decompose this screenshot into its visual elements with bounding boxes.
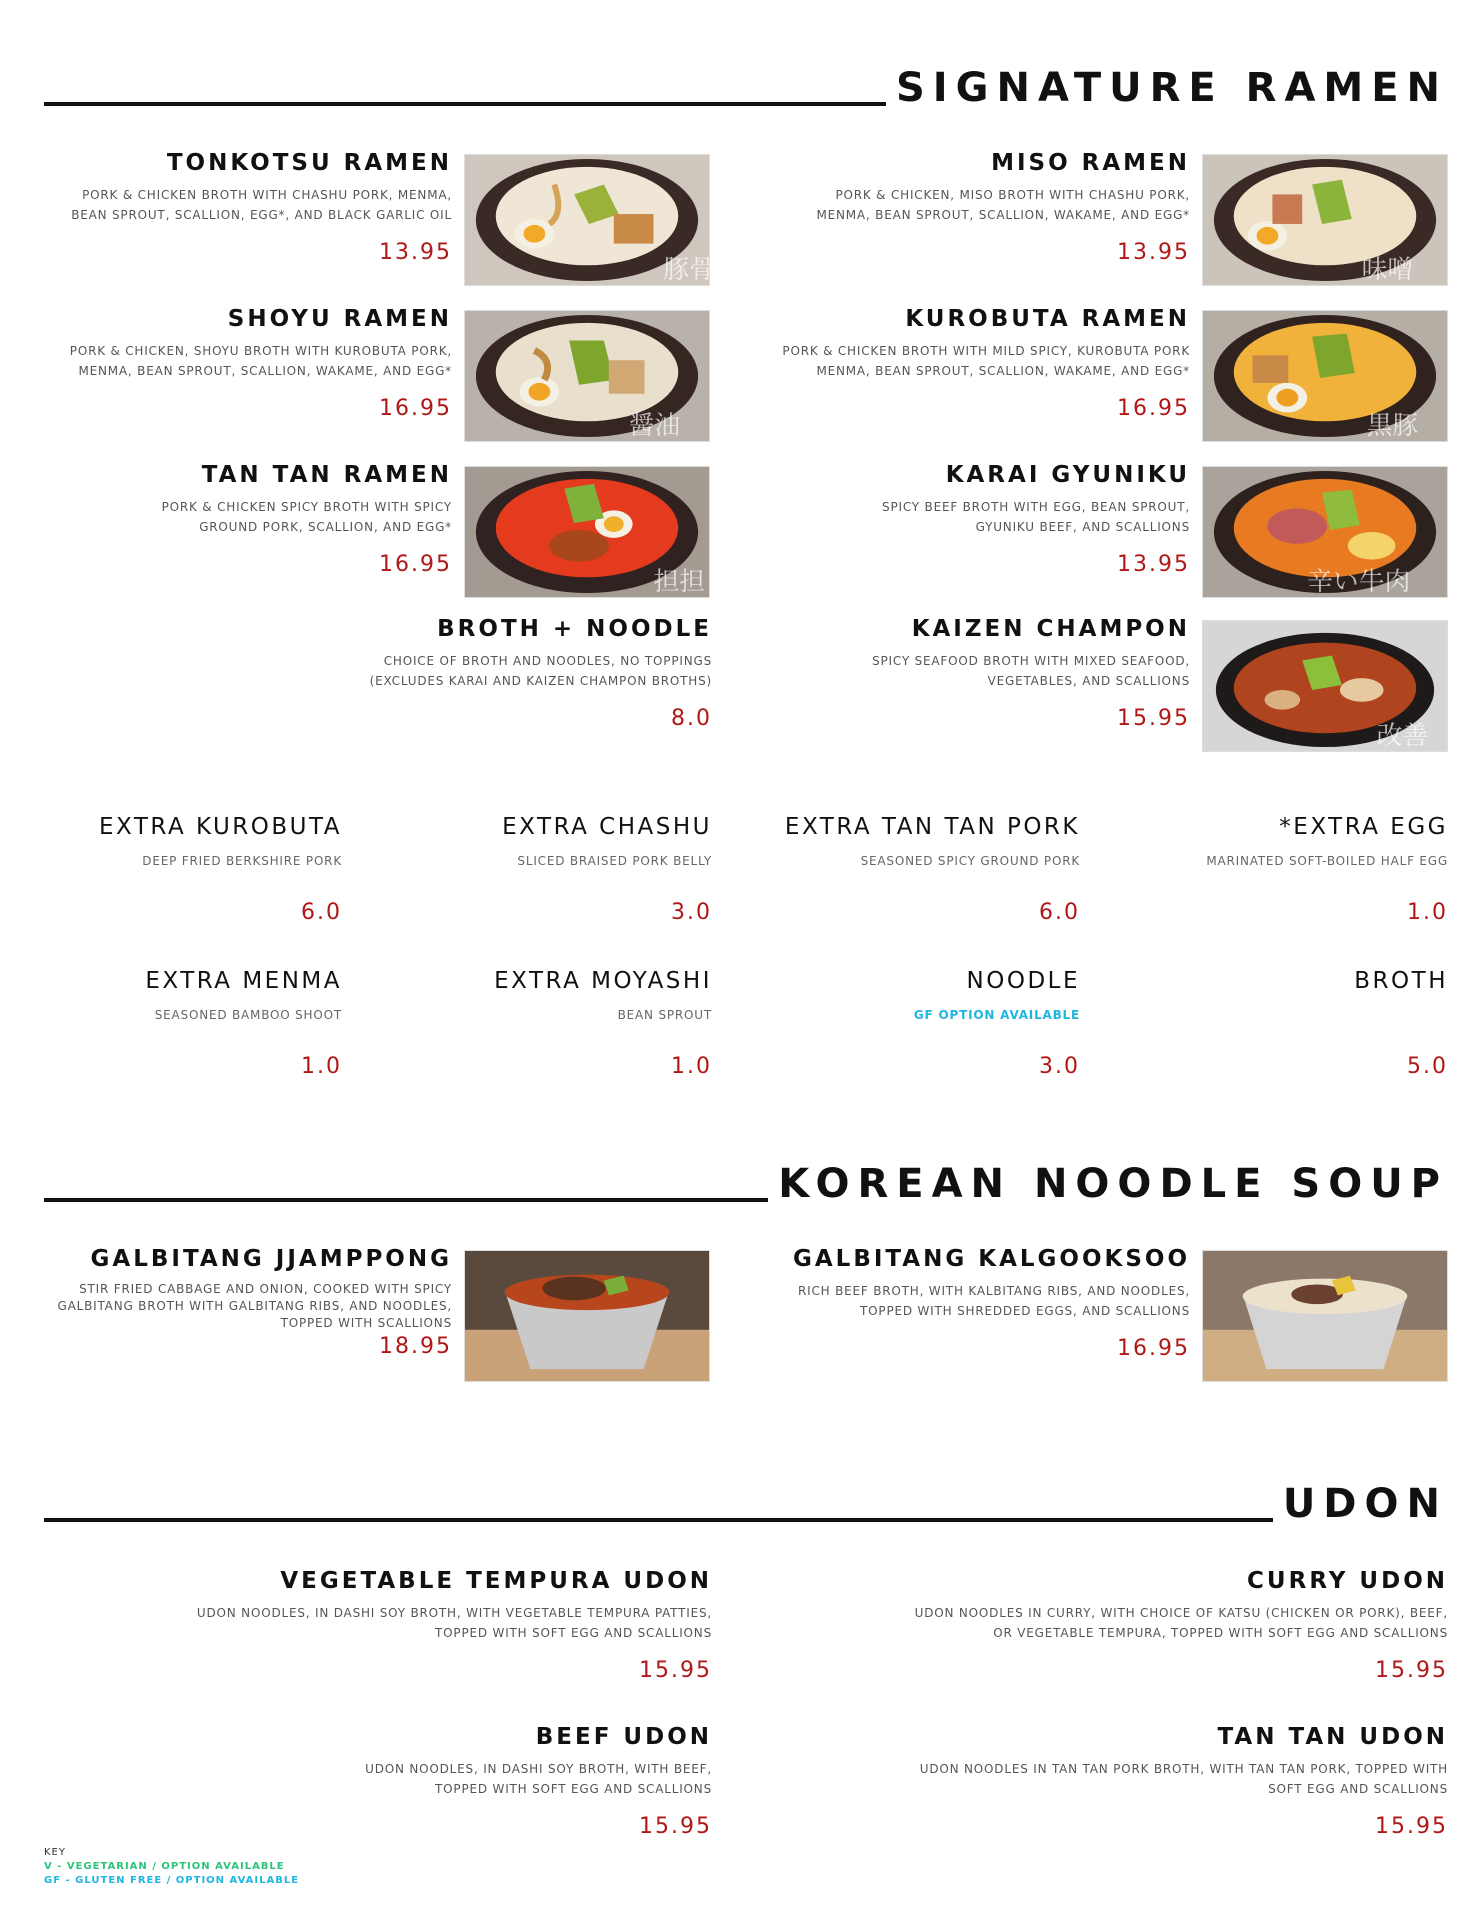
bowl-image: [465, 155, 715, 286]
menu-item-tan-tan-ramen: [44, 464, 452, 594]
extra-item-egg: [1148, 816, 1448, 926]
item-description: PORK & CHICKEN BROTH WITH CHASHU PORK, MENMA, BEAN SPROUT, SCALLION, EGG*, AND BLACK GARLIC OIL: [71, 188, 452, 222]
photo-caption: 豚骨: [663, 255, 715, 286]
item-description: PORK & CHICKEN, MISO BROTH WITH CHASHU PORK, MENMA, BEAN SPROUT, SCALLION, WAKAME, AND EGG*: [816, 188, 1190, 222]
item-name: BROTH + NOODLE: [437, 616, 712, 642]
item-price: 6.0: [1039, 900, 1080, 925]
item-price: 8.0: [671, 706, 712, 731]
bowl-image: [465, 467, 709, 597]
item-price: 5.0: [1407, 1054, 1448, 1079]
section-title: SIGNATURE RAMEN: [886, 68, 1448, 108]
item-description: PORK & CHICKEN SPICY BROTH WITH SPICY GROUND PORK, SCALLION, AND EGG*: [161, 500, 452, 534]
menu-item-galbitang-kalgooksoo: [780, 1248, 1190, 1378]
item-price: 1.0: [671, 1054, 712, 1079]
menu-item-curry-udon: [900, 1570, 1448, 1700]
menu-item-tan-tan-udon: [900, 1726, 1448, 1856]
photo-caption: 醤油: [628, 411, 681, 442]
item-price: 13.95: [1117, 552, 1190, 577]
item-description: UDON NOODLES IN CURRY, WITH CHOICE OF KATSU (CHICKEN OR PORK), BEEF, OR VEGETABLE TEMPURA, TOPPED WITH SOFT EGG AND SCALLIONS: [914, 1606, 1448, 1640]
menu-item-kaizen-champon: [780, 618, 1190, 748]
section-title: UDON: [1273, 1484, 1448, 1524]
item-price: 15.95: [1375, 1658, 1448, 1683]
item-name: EXTRA MOYASHI: [494, 968, 712, 994]
food-photo-shoyu-ramen: [464, 310, 710, 442]
section-header-korean-noodle-soup: [44, 1160, 1448, 1206]
key-title: KEY: [44, 1847, 66, 1858]
item-price: 15.95: [1117, 706, 1190, 731]
menu-item-galbitang-jjamppong: [44, 1248, 452, 1378]
item-name: CURRY UDON: [1247, 1568, 1448, 1594]
item-description: BEAN SPROUT: [617, 1008, 712, 1022]
item-description: STIR FRIED CABBAGE AND ONION, COOKED WITH SPICY GALBITANG BROTH WITH GALBITANG RIBS, AND NOODLES, TOPPED WITH SCALLIONS: [57, 1282, 452, 1330]
bowl-image: [1203, 155, 1447, 285]
item-name: EXTRA TAN TAN PORK: [784, 814, 1080, 840]
item-price: 13.95: [1117, 240, 1190, 265]
menu-item-kurobuta-ramen: [760, 308, 1190, 438]
item-description: SPICY BEEF BROTH WITH EGG, BEAN SPROUT, GYUNIKU BEEF, AND SCALLIONS: [882, 500, 1190, 534]
bowl-image: [1203, 1251, 1447, 1381]
item-price: 1.0: [301, 1054, 342, 1079]
section-header-udon: [44, 1480, 1448, 1526]
item-description: SEASONED BAMBOO SHOOT: [154, 1008, 342, 1022]
item-name: KAIZEN CHAMPON: [911, 616, 1190, 642]
bowl-image: [465, 1251, 709, 1381]
extra-item-kurobuta: [44, 816, 342, 926]
item-description: MARINATED SOFT-BOILED HALF EGG: [1206, 854, 1448, 868]
item-price: 3.0: [1039, 1054, 1080, 1079]
bowl-image: [1203, 467, 1447, 597]
food-photo-galbitang-kalgooksoo: [1202, 1250, 1448, 1382]
item-price: 13.95: [379, 240, 452, 265]
photo-caption: 改善: [1376, 721, 1429, 752]
menu-item-broth-noodle: [302, 618, 712, 748]
extra-item-noodle: [780, 970, 1080, 1080]
menu-item-vegetable-tempura-udon: [160, 1570, 712, 1700]
item-name: KARAI GYUNIKU: [945, 462, 1190, 488]
menu-item-shoyu-ramen: [44, 308, 452, 438]
item-description: UDON NOODLES IN TAN TAN PORK BROTH, WITH TAN TAN PORK, TOPPED WITH SOFT EGG AND SCALLIONS: [919, 1762, 1448, 1796]
item-price: 16.95: [379, 396, 452, 421]
item-name: VEGETABLE TEMPURA UDON: [280, 1568, 712, 1594]
extra-item-chashu: [414, 816, 712, 926]
gf-option-note: GF OPTION AVAILABLE: [913, 1008, 1080, 1022]
item-name: EXTRA KUROBUTA: [98, 814, 342, 840]
item-name: BROTH: [1354, 968, 1448, 994]
item-description: PORK & CHICKEN, SHOYU BROTH WITH KUROBUTA PORK, MENMA, BEAN SPROUT, SCALLION, WAKAME, AND EGG*: [69, 344, 452, 378]
item-name: EXTRA MENMA: [145, 968, 342, 994]
section-title: KOREAN NOODLE SOUP: [768, 1164, 1448, 1204]
item-name: TONKOTSU RAMEN: [166, 150, 452, 176]
item-price: 16.95: [379, 552, 452, 577]
photo-caption: 辛い牛肉: [1307, 567, 1411, 598]
extra-item-moyashi: [414, 970, 712, 1080]
menu-item-beef-udon: [300, 1726, 712, 1856]
key-gluten-free: GF - GLUTEN FREE / OPTION AVAILABLE: [44, 1875, 300, 1886]
item-price: 3.0: [671, 900, 712, 925]
item-name: BEEF UDON: [535, 1724, 712, 1750]
item-name: NOODLE: [966, 968, 1080, 994]
item-description: UDON NOODLES, IN DASHI SOY BROTH, WITH VEGETABLE TEMPURA PATTIES, TOPPED WITH SOFT EGG AND SCALLIONS: [196, 1606, 712, 1640]
item-price: 15.95: [639, 1814, 712, 1839]
food-photo-kaizen-champon: [1202, 620, 1448, 752]
item-description: RICH BEEF BROTH, WITH KALBITANG RIBS, AND NOODLES, TOPPED WITH SHREDDED EGGS, AND SCALLIONS: [798, 1284, 1190, 1318]
food-photo-tonkotsu-ramen: [464, 154, 715, 286]
bowl-image: [1203, 621, 1447, 751]
item-name: SHOYU RAMEN: [227, 306, 452, 332]
item-description: SLICED BRAISED PORK BELLY: [517, 854, 712, 868]
extra-item-menma: [44, 970, 342, 1080]
item-name: *EXTRA EGG: [1279, 814, 1448, 840]
item-price: 18.95: [379, 1334, 452, 1359]
food-photo-galbitang-jjamppong: [464, 1250, 710, 1382]
item-price: 1.0: [1407, 900, 1448, 925]
section-rule: [44, 1518, 1448, 1522]
item-price: 6.0: [301, 900, 342, 925]
item-name: EXTRA CHASHU: [502, 814, 712, 840]
item-name: TAN TAN RAMEN: [201, 462, 452, 488]
menu-item-miso-ramen: [780, 152, 1190, 282]
item-price: 16.95: [1117, 1336, 1190, 1361]
bowl-image: [1203, 311, 1447, 441]
photo-caption: 担担: [653, 567, 706, 598]
item-description: SEASONED SPICY GROUND PORK: [860, 854, 1080, 868]
menu-item-karai-gyuniku: [780, 464, 1190, 594]
food-photo-tan-tan-ramen: [464, 466, 710, 598]
item-name: GALBITANG KALGOOKSOO: [792, 1246, 1190, 1272]
legend-key: [44, 1846, 299, 1888]
photo-caption: 黒豚: [1366, 411, 1419, 442]
item-description: SPICY SEAFOOD BROTH WITH MIXED SEAFOOD, VEGETABLES, AND SCALLIONS: [872, 654, 1190, 688]
menu-item-tonkotsu-ramen: [44, 152, 452, 282]
key-vegetarian: V - VEGETARIAN / OPTION AVAILABLE: [44, 1861, 285, 1872]
item-name: MISO RAMEN: [991, 150, 1190, 176]
item-description: DEEP FRIED BERKSHIRE PORK: [142, 854, 342, 868]
photo-caption: 味噌: [1361, 255, 1414, 286]
extra-item-broth: [1148, 970, 1448, 1080]
food-photo-karai-gyuniku: [1202, 466, 1448, 598]
item-name: KUROBUTA RAMEN: [905, 306, 1190, 332]
item-description: UDON NOODLES, IN DASHI SOY BROTH, WITH BEEF, TOPPED WITH SOFT EGG AND SCALLIONS: [365, 1762, 712, 1796]
item-description: PORK & CHICKEN BROTH WITH MILD SPICY, KUROBUTA PORK MENMA, BEAN SPROUT, SCALLION, WAKAME, AND EGG*: [782, 344, 1190, 378]
item-price: 16.95: [1117, 396, 1190, 421]
food-photo-kurobuta-ramen: [1202, 310, 1448, 442]
item-price: 15.95: [1375, 1814, 1448, 1839]
item-name: TAN TAN UDON: [1217, 1724, 1448, 1750]
extra-item-tan-tan-pork: [780, 816, 1080, 926]
food-photo-miso-ramen: [1202, 154, 1448, 286]
item-price: 15.95: [639, 1658, 712, 1683]
bowl-image: [465, 311, 709, 441]
item-name: GALBITANG JJAMPPONG: [90, 1246, 452, 1272]
item-description: CHOICE OF BROTH AND NOODLES, NO TOPPINGS (EXCLUDES KARAI AND KAIZEN CHAMPON BROTHS): [369, 654, 712, 688]
section-header-signature-ramen: [44, 64, 1448, 110]
